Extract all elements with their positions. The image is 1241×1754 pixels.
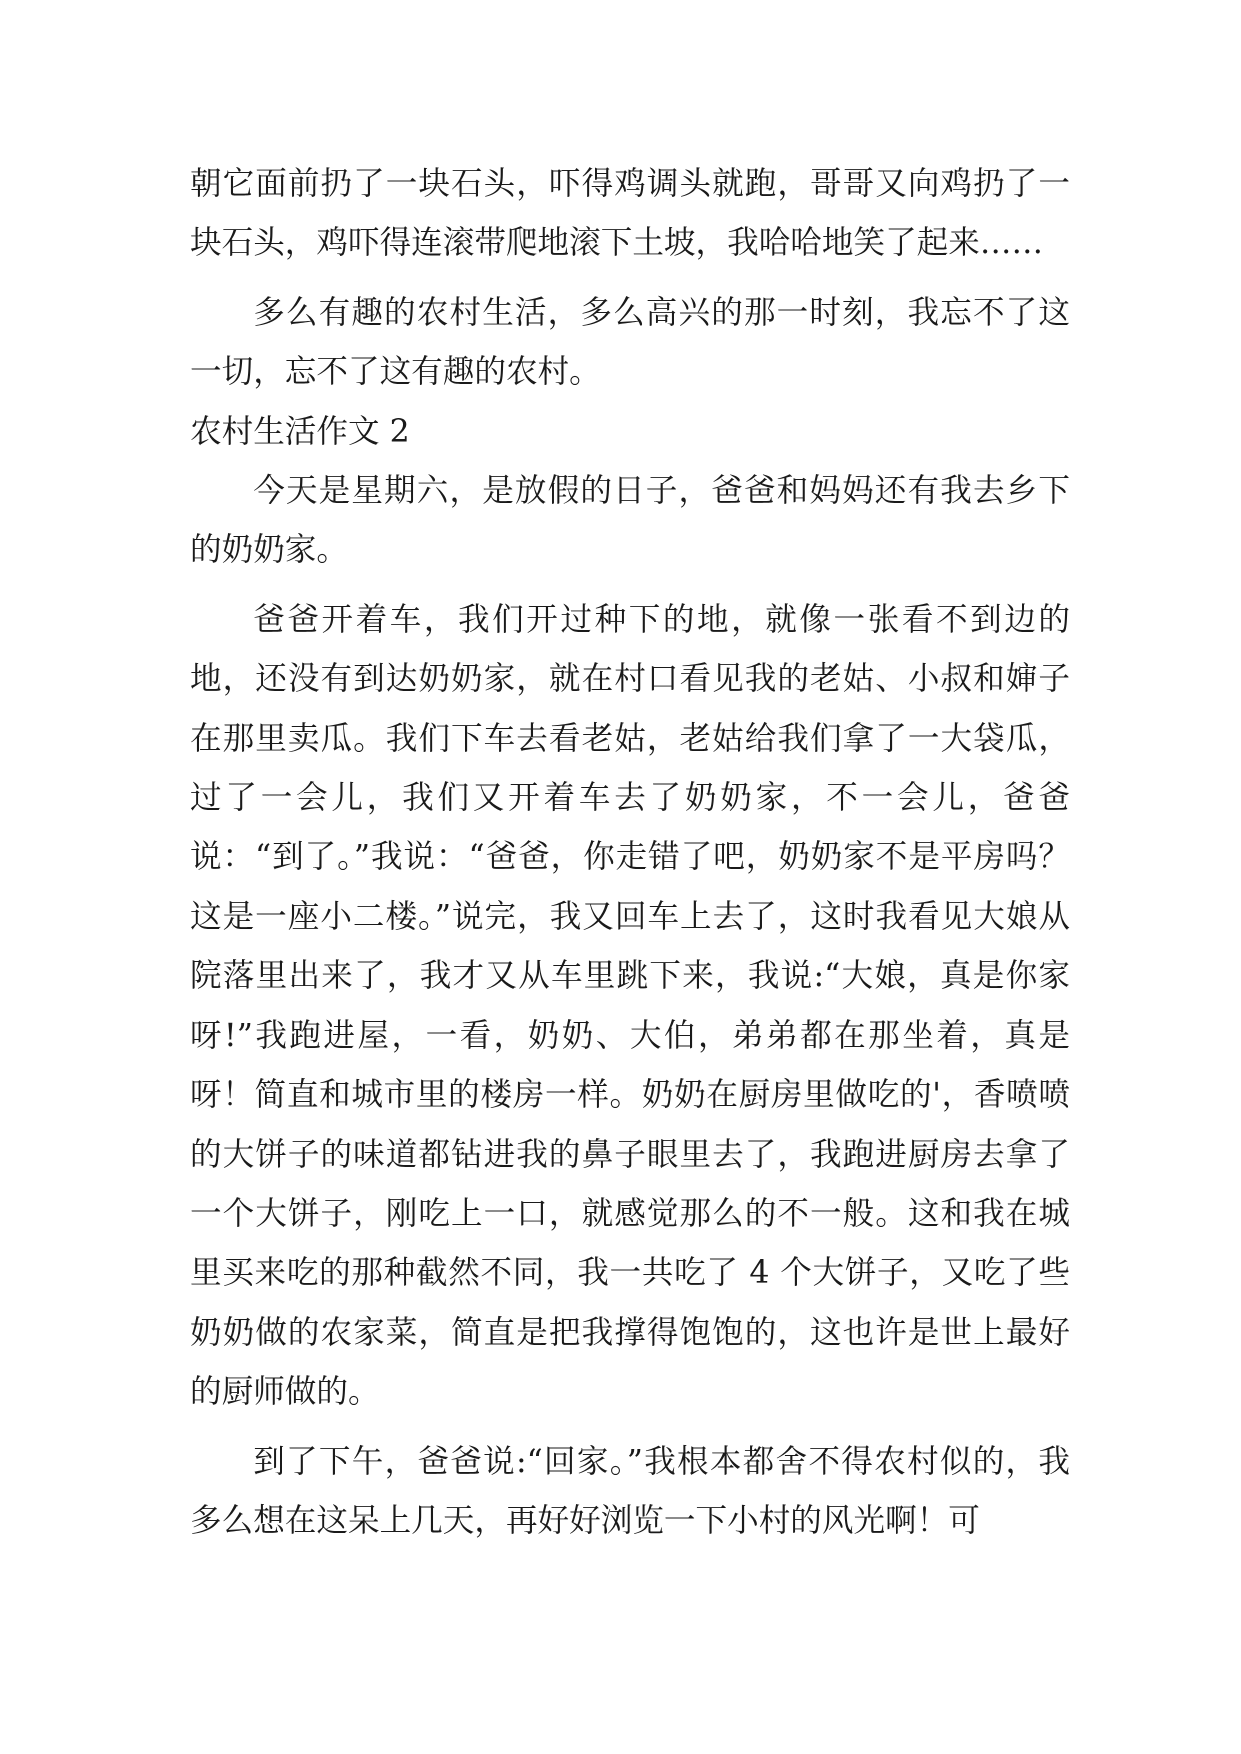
paragraph-afternoon: 到了下午，爸爸说:“回家。”我根本都舍不得农村似的，我多么想在这呆上几天，再好好浏览一下小村的风光啊！可 (190, 1443, 1070, 1539)
section-heading: 农村生活作文 2 (190, 413, 410, 450)
paragraph-saturday-trip: 今天是星期六，是放假的日子，爸爸和妈妈还有我去乡下的奶奶家。 (190, 473, 1070, 569)
paragraph-grandma-house: 爸爸开着车，我们开过种下的地，就像一张看不到边的地，还没有到达奶奶家，就在村口看见我的老姑、小叔和婶子在那里卖瓜。我们下车去看老姑，老姑给我们拿了一大袋瓜，过了一会儿，我们又开着车去了奶奶家，不一会儿，爸爸说：“到了。”我说：“爸爸，你走错了吧，奶奶家不是平房吗？这是一座小二楼。”说完，我又回车上去了，这时我看见大娘从院落里出来了，我才又从车里跳下来，我说:“大娘，真是你家呀!”我跑进屋，一看，奶奶、大伯，弟弟都在那坐着，真是呀！简直和城市里的楼房一样。奶奶在厨房里做吃的'，香喷喷的大饼子的味道都钻进我的鼻子眼里去了，我跑进厨房去拿了一个大饼子，刚吃上一口，就感觉那么的不一般。这和我在城里买来吃的那种截然不同，我一共吃了 4 个大饼子，又吃了些奶奶做的农家菜，简直是把我撑得饱饱的，这也许是世上最好的厨师做的。 (190, 601, 1070, 1411)
paragraph-rural-life-summary: 多么有趣的农村生活，多么高兴的那一时刻，我忘不了这一切，忘不了这有趣的农村。 (190, 294, 1070, 391)
document-body (190, 155, 1070, 1551)
paragraph-continuation: 朝它面前扔了一块石头，吓得鸡调头就跑，哥哥又向鸡扔了一块石头，鸡吓得连滚带爬地滚下土坡，我哈哈地笑了起来…… (190, 166, 1070, 262)
